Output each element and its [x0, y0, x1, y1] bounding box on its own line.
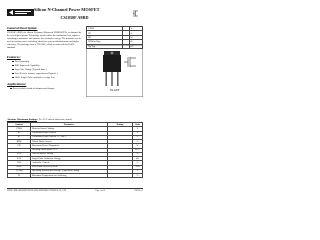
footer-company: WUXI CHINA RESOURCES HUAJING MICROELECTRONICS CO., LTD — [7, 190, 67, 192]
feature-item — [12, 68, 47, 71]
feature-label: 100% Single Pulse avalanche energy Test — [14, 76, 55, 79]
package-label: TO-220F — [109, 89, 120, 92]
bullet-icon — [12, 69, 14, 71]
table-cell: ID — [87, 31, 123, 35]
column-header: Rating — [108, 123, 133, 127]
table-cell: PD — [87, 35, 123, 39]
table-cell: Peak Diode Recovery dv/dt — [31, 165, 108, 169]
table-cell: Ω — [129, 40, 142, 44]
table-cell: °C — [133, 174, 143, 178]
bullet-icon — [12, 73, 14, 75]
ratings-title-note: (Tc=25°C unless otherwise noted) — [37, 118, 72, 121]
table-cell: RDS(on)Typ — [87, 40, 123, 44]
table-cell: V — [133, 152, 143, 156]
table-cell: V — [133, 127, 143, 131]
feature-item — [12, 60, 29, 63]
application-item — [10, 87, 55, 90]
table-cell: nC — [129, 44, 142, 48]
feature-label: Fast Switching — [14, 60, 29, 63]
table-cell: TJ,Tstg — [8, 169, 31, 173]
table-cell: dv/dt — [8, 165, 31, 169]
datasheet-page — [0, 0, 149, 198]
bullet-icon — [10, 88, 12, 90]
table-cell: W — [133, 144, 143, 148]
feature-label: Low Gate Charge (Typical data: ) — [14, 68, 47, 71]
footer-revision: 2012.Rev.1 — [134, 190, 143, 192]
feature-label: ESD Improved Capability — [14, 64, 40, 67]
table-cell: A — [129, 31, 142, 35]
table-cell: Maximum Power Dissipation — [31, 144, 108, 148]
page-footer — [7, 188, 143, 192]
column-header: Units — [133, 123, 143, 127]
table-cell: ID — [8, 135, 31, 139]
footer-page-number: Page 1 of 10 — [95, 190, 105, 192]
bullet-icon — [12, 65, 14, 67]
document-title: Silicon N-Channel Power MOSFET — [34, 7, 100, 12]
general-description-heading: General Description: — [7, 26, 38, 30]
ratings-title — [7, 118, 72, 121]
table-cell: Pulsed Drain Current — [31, 140, 108, 144]
part-number: CS1050F A9RD — [60, 15, 89, 20]
feature-label: Low Reverse transfer capacitances(Typical: ) — [14, 72, 58, 75]
package-figure — [86, 45, 143, 97]
table-cell: W/°C — [133, 148, 143, 152]
absolute-max-ratings-table — [7, 122, 143, 178]
table-cell: V — [129, 27, 142, 31]
table-cell: TL — [8, 174, 31, 178]
application-label: Power switch circuit of adaptor and charger. — [12, 87, 55, 90]
mosfet-symbol-icon — [133, 5, 139, 14]
applications-heading: Applications: — [7, 82, 27, 86]
table-cell: °C — [133, 169, 143, 173]
table-cell: V/ns — [133, 165, 143, 169]
table-cell: Maximum Temperature for Soldering — [31, 174, 108, 178]
features-heading: Features: — [7, 55, 21, 59]
table-cell: mJ — [133, 157, 143, 161]
table-cell: Avalanche Current — [31, 161, 108, 165]
table-cell: EAS — [8, 157, 31, 161]
bullet-icon — [12, 61, 14, 63]
ratings-title-bold: Absolute Maximum Ratings — [7, 118, 38, 121]
table-cell: Qg Typ — [87, 44, 123, 48]
table-cell: Continuous Drain Current TC=100°C — [31, 135, 108, 139]
table-cell: VDSS — [87, 27, 123, 31]
column-header: Symbol — [8, 123, 31, 127]
table-cell: A — [133, 161, 143, 165]
table-cell: A — [133, 135, 143, 139]
feature-item — [12, 64, 40, 67]
feature-item — [12, 72, 58, 75]
table-cell: Continuous Drain Current — [31, 131, 108, 135]
table-cell: W — [129, 35, 142, 39]
table-cell: Operating Junction and Storage Temperature Range — [31, 169, 108, 173]
table-row — [8, 174, 143, 178]
table-cell: VDSS — [8, 127, 31, 131]
table-cell: A — [133, 131, 143, 135]
table-cell: VGS — [8, 152, 31, 156]
table-cell: Derating Factor above 25°C — [31, 148, 108, 152]
table-cell: ID — [8, 131, 31, 135]
column-header: Parameter — [31, 123, 108, 127]
table-cell: Gate-to-Source Voltage — [31, 152, 108, 156]
table-cell — [108, 174, 133, 178]
table-cell: A — [133, 140, 143, 144]
table-cell: Drain-to-Source Voltage — [31, 127, 108, 131]
table-cell: PD — [8, 144, 31, 148]
table-cell: IDM — [8, 140, 31, 144]
description-paragraph: CS1050F A9RD, the silicon N-channel Enhanced VDMOSFETs, is obtained by the self-aligned planar Technology which reduce the conduction loss, improve switching performance and enhance the avalanche energy. The transistor can be used in various power switching circuit for system miniaturization and higher efficiency. The package form is TO-220F, which accords with the RoHS standard. — [7, 31, 82, 50]
bullet-icon — [12, 77, 14, 79]
table-cell: Single Pulse Avalanche Energy — [31, 157, 108, 161]
feature-item — [12, 76, 54, 79]
table-cell: IAR — [8, 161, 31, 165]
